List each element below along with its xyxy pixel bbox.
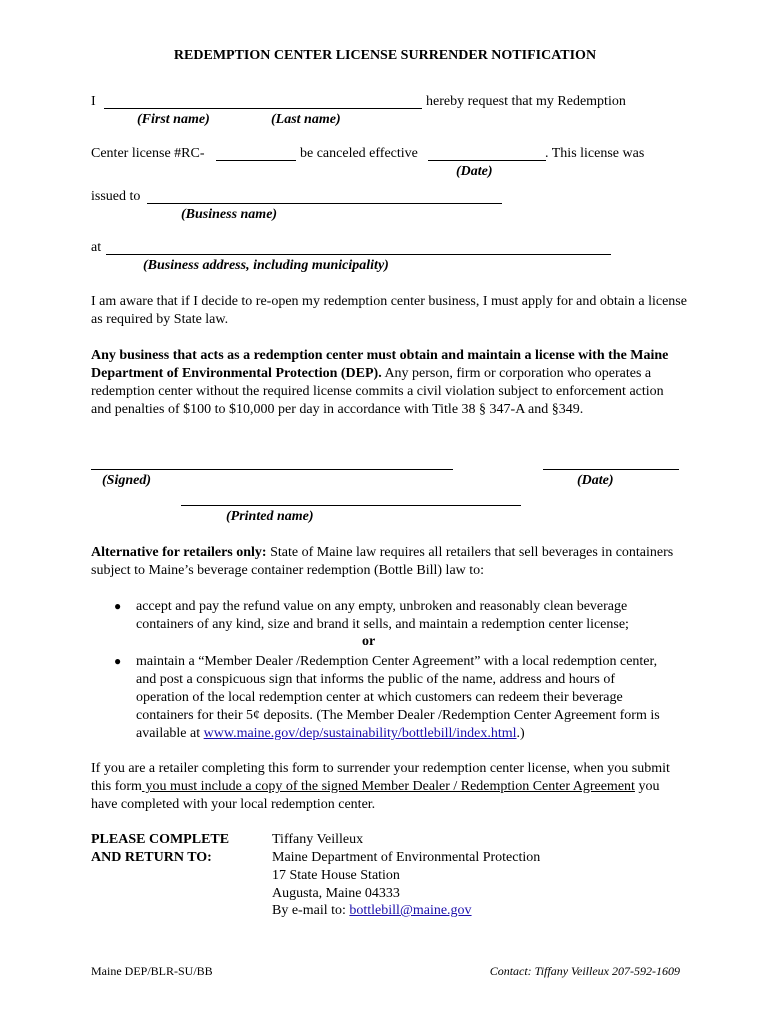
license-rest-text: Any person, firm or corporation who operates a redemption center without the required license commits a civil violation subject to enforcement action and penalties of $100 to $10,000 per day in accordance with Title 38 § 347-A and §349. (91, 366, 664, 417)
email-link[interactable]: bottlebill@maine.gov (349, 903, 472, 918)
line4-prefix: at (91, 240, 102, 255)
signature-field[interactable] (91, 469, 453, 470)
bullet-dot-1: ● (114, 599, 122, 613)
business-address-field[interactable] (106, 254, 611, 255)
name-field[interactable] (104, 108, 422, 109)
first-name-label: (First name) (137, 112, 210, 127)
or-separator: or (362, 634, 376, 649)
license-bold-text: Any business that acts as a redemption center must obtain and maintain a license with the Maine Department of Environmental Protection (DEP). (91, 348, 669, 381)
signature-date-label: (Date) (577, 473, 614, 488)
business-name-label: (Business name) (181, 207, 278, 222)
page-title: REDEMPTION CENTER LICENSE SURRENDER NOTIFICATION (173, 48, 597, 63)
bullet-item-1: accept and pay the refund value on any empty, unbroken and reasonably clean beverage containers of any kind, size and brand it sells, and maintain a redemption center license; (136, 599, 629, 632)
line3-prefix: issued to (91, 189, 141, 204)
business-address-label: (Business address, including municipality) (143, 258, 389, 273)
alternative-paragraph (91, 544, 686, 580)
bottle-bill-link[interactable]: www.maine.gov/dep/sustainability/bottlebill/index.html (203, 726, 517, 741)
line1-prefix: I (91, 94, 96, 109)
address-street: 17 State House Station (272, 868, 400, 883)
line2-suffix: . This license was (545, 146, 645, 161)
address-org: Maine Department of Environmental Protection (272, 850, 541, 865)
cancel-date-label: (Date) (456, 164, 493, 179)
address-email-line (272, 903, 472, 919)
return-label-line1: PLEASE COMPLETE (91, 832, 230, 847)
retailer-underlined-text: you must include a copy of the signed Member Dealer / Redemption Center Agreement (141, 779, 635, 794)
license-number-field[interactable] (216, 160, 296, 161)
alternative-bold-text: Alternative for retailers only: (91, 545, 267, 560)
bullet-dot-2: ● (114, 654, 122, 668)
retailer-post-text: you have completed with your local redemption center. (91, 779, 660, 812)
bullet2-end: .) (516, 726, 525, 741)
retailer-pre-text: If you are a retailer completing this form to surrender your redemption center license, when you submit this form (91, 761, 670, 794)
address-name: Tiffany Veilleux (272, 832, 364, 847)
signed-label: (Signed) (102, 473, 151, 488)
printed-name-field[interactable] (181, 505, 521, 506)
aware-paragraph: I am aware that if I decide to re-open my redemption center business, I must apply for and obtain a license as required by State law. (91, 294, 687, 327)
footer-contact: Contact: Tiffany Veilleux 207-592-1609 (489, 964, 680, 978)
cancel-date-field[interactable] (428, 160, 546, 161)
last-name-label: (Last name) (271, 112, 341, 127)
printed-name-label: (Printed name) (226, 509, 314, 524)
email-prefix: By e-mail to: (272, 903, 350, 918)
license-paragraph (91, 347, 681, 419)
retailer-paragraph (91, 760, 681, 814)
bullet2-text: maintain a “Member Dealer /Redemption Center Agreement” with a local redemption center, and post a conspicuous sign that informs the public of the name, address and hours of operation of the local redemption center at which customers can redeem their beverage containers for their 5¢ deposits. (The Member Dealer /Redemption Center Agreement form is available at (136, 654, 660, 741)
bullet-item-2 (136, 653, 671, 743)
footer-form-code: Maine DEP/BLR-SU/BB (91, 964, 213, 978)
business-name-field[interactable] (147, 203, 502, 204)
signature-date-field[interactable] (543, 469, 679, 470)
line2-middle: be canceled effective (300, 146, 418, 161)
line2-prefix: Center license #RC- (91, 146, 205, 161)
line1-suffix: hereby request that my Redemption (426, 94, 626, 109)
alternative-rest-text: State of Maine law requires all retailers that sell beverages in containers subject to Maine’s beverage container redemption (Bottle Bill) law to: (91, 545, 674, 578)
return-label-line2: AND RETURN TO: (91, 850, 212, 865)
address-city: Augusta, Maine 04333 (272, 886, 400, 901)
